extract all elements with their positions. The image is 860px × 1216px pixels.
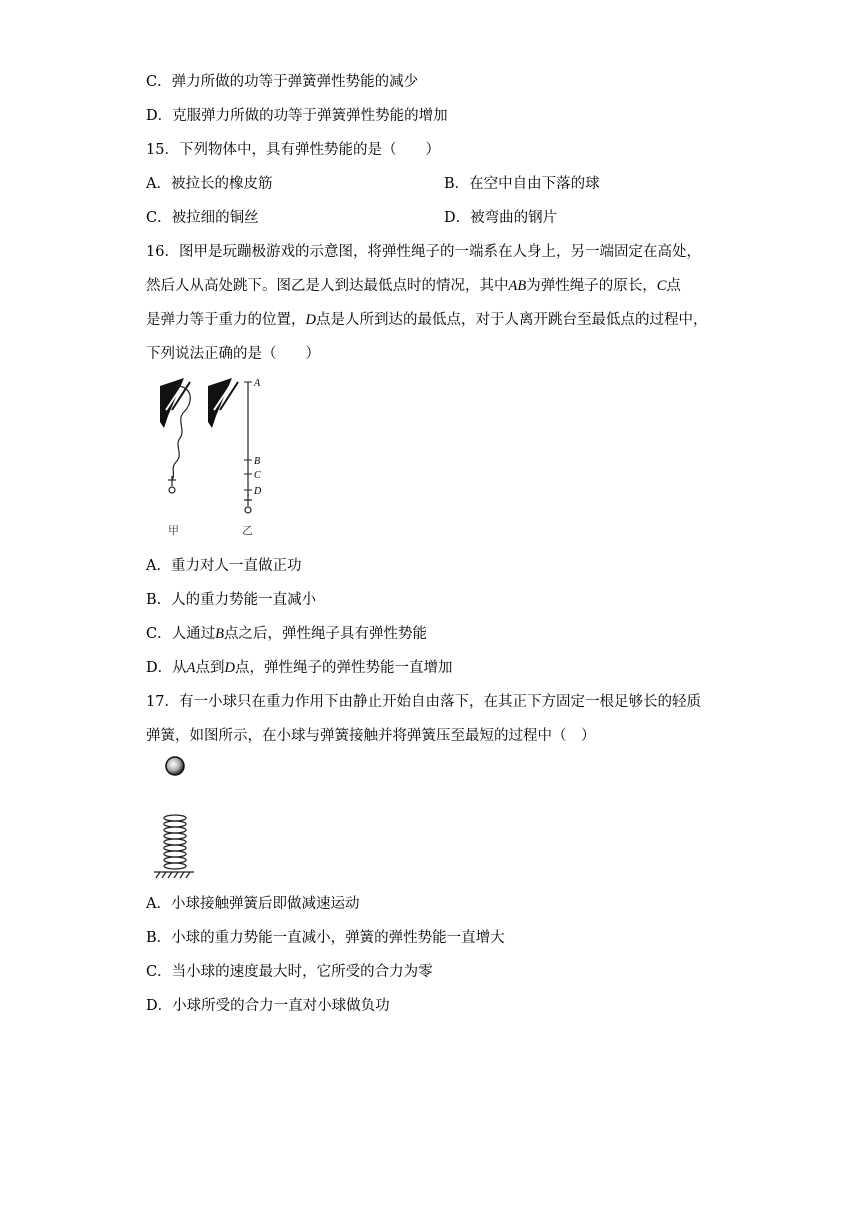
q15-option-c: C．被拉细的铜丝 <box>146 210 259 226</box>
jumper-right-icon <box>244 494 252 513</box>
ball-icon <box>166 757 184 775</box>
spring-icon <box>164 815 186 869</box>
option-c-prev: C．弹力所做的功等于弹簧弹性势能的减少 <box>146 74 419 90</box>
loose-rope <box>172 386 190 480</box>
q17-option-a: A．小球接触弹簧后即做减速运动 <box>146 896 360 912</box>
question-16-line-1: 16．图甲是玩蹦极游戏的示意图，将弹性绳子的一端系在人身上，另一端固定在高处， <box>146 244 701 260</box>
q15-option-a: A．被拉长的橡皮筋 <box>146 176 273 192</box>
question-17-line-2: 弹簧，如图所示，在小球与弹簧接触并将弹簧压至最短的过程中（ ） <box>146 728 596 744</box>
question-16-line-3: 是弹力等于重力的位置，D点是人所到达的最低点，对于人离开跳台至最低点的过程中， <box>146 312 708 328</box>
question-16-line-2: 然后人从高处跳下。图乙是人到达最低点时的情况，其中AB为弹性绳子的原长，C点 <box>146 278 681 294</box>
ground-icon <box>154 872 194 878</box>
q16-option-a: A．重力对人一直做正功 <box>146 558 302 574</box>
caption-jia: 甲 <box>168 524 179 537</box>
question-17-line-1: 17．有一小球只在重力作用下由静止开始自由落下，在其正下方固定一根足够长的轻质 <box>146 694 701 710</box>
label-point-c: C <box>254 470 261 481</box>
option-d-prev: D．克服弹力所做的功等于弹簧弹性势能的增加 <box>146 108 448 124</box>
jumper-left-icon <box>168 476 176 493</box>
q15-option-d: D．被弯曲的钢片 <box>444 210 558 226</box>
label-point-d: D <box>254 486 262 497</box>
question-15: 15．下列物体中，具有弹性势能的是（ ） <box>146 142 440 158</box>
label-point-a: A <box>254 378 261 389</box>
q15-option-b: B．在空中自由下落的球 <box>444 176 600 192</box>
q17-option-b: B．小球的重力势能一直减小，弹簧的弹性势能一直增大 <box>146 930 505 946</box>
question-16-line-4: 下列说法正确的是（ ） <box>146 346 320 362</box>
cliff-left-icon <box>160 378 190 428</box>
q16-option-b: B．人的重力势能一直减小 <box>146 592 317 608</box>
spring-figure <box>150 752 220 884</box>
q17-option-d: D．小球所受的合力一直对小球做负功 <box>146 998 390 1014</box>
caption-yi: 乙 <box>242 524 253 537</box>
q16-option-d: D．从A点到D点，弹性绳子的弹性势能一直增加 <box>146 660 453 676</box>
q17-option-c: C．当小球的速度最大时，它所受的合力为零 <box>146 964 433 980</box>
bungee-figure <box>150 376 290 540</box>
label-point-b: B <box>254 456 261 467</box>
q16-option-c: C．人通过B点之后，弹性绳子具有弹性势能 <box>146 626 427 642</box>
cliff-right-icon <box>208 378 238 428</box>
